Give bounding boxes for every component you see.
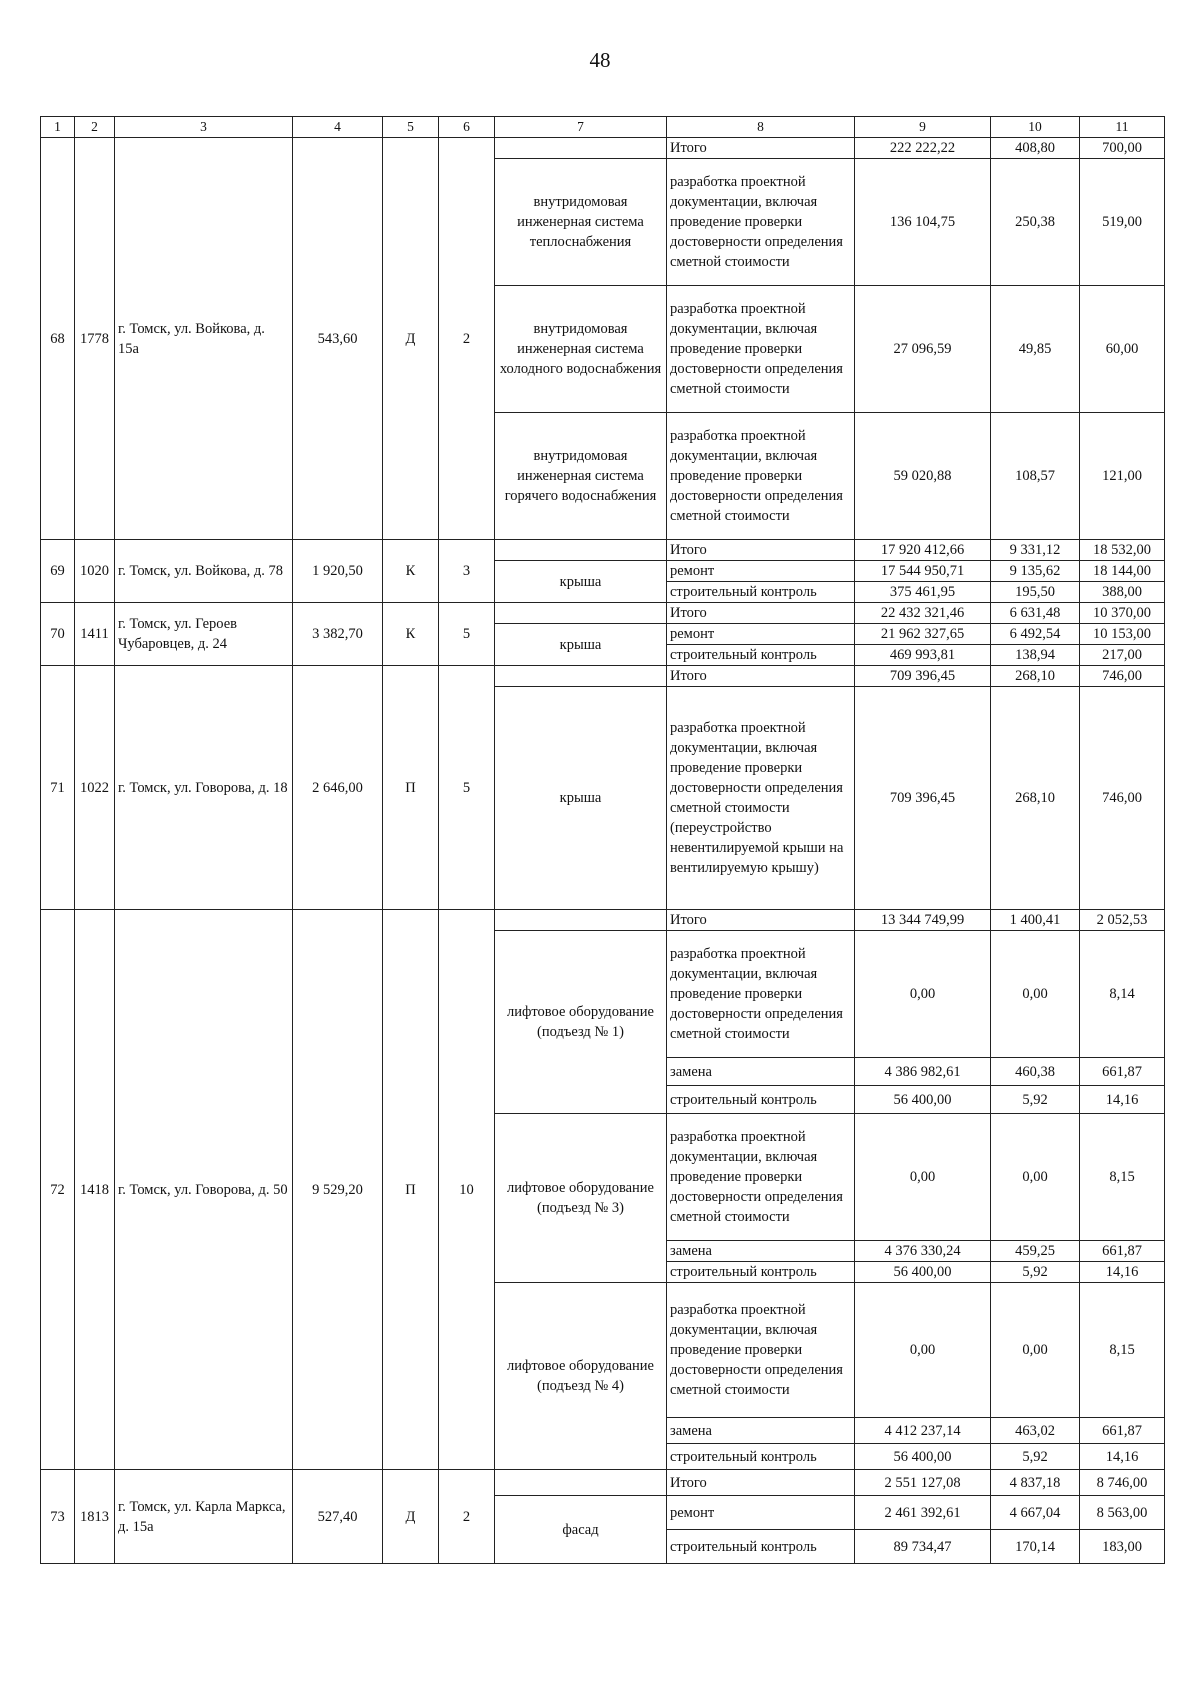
- table-row: [41, 910, 1165, 931]
- wall-type: Д: [383, 138, 439, 540]
- cost: 709 396,45: [855, 687, 991, 910]
- system-name: лифтовое оборудование (подъезд № 1): [495, 931, 667, 1114]
- row-number: 68: [41, 138, 75, 540]
- column-header: 4: [293, 117, 383, 138]
- work-type: строительный контроль: [667, 1086, 855, 1114]
- building-address: г. Томск, ул. Героев Чубаровцев, д. 24: [115, 603, 293, 666]
- system-name: крыша: [495, 687, 667, 910]
- limit: 60,00: [1080, 286, 1165, 413]
- work-type: разработка проектной документации, включая проведение проверки достоверности определения сметной стоимости: [667, 1114, 855, 1241]
- table-row: [41, 1470, 1165, 1496]
- work-type: ремонт: [667, 1496, 855, 1530]
- cost-per-m2: 0,00: [991, 931, 1080, 1058]
- cost: 56 400,00: [855, 1262, 991, 1283]
- cost: 56 400,00: [855, 1086, 991, 1114]
- cost: 136 104,75: [855, 159, 991, 286]
- limit: 519,00: [1080, 159, 1165, 286]
- limit: 661,87: [1080, 1418, 1165, 1444]
- work-type: разработка проектной документации, включая проведение проверки достоверности определения сметной стоимости: [667, 413, 855, 540]
- building-code: 1778: [75, 138, 115, 540]
- cost-per-m2: 6 492,54: [991, 624, 1080, 645]
- cost: 59 020,88: [855, 413, 991, 540]
- cost-per-m2: 0,00: [991, 1283, 1080, 1418]
- building-area: 9 529,20: [293, 910, 383, 1470]
- empty-cell: [495, 910, 667, 931]
- work-type: строительный контроль: [667, 1444, 855, 1470]
- building-address: г. Томск, ул. Карла Маркса, д. 15а: [115, 1470, 293, 1564]
- column-header: 10: [991, 117, 1080, 138]
- row-number: 73: [41, 1470, 75, 1564]
- wall-type: К: [383, 540, 439, 603]
- floor-count: 3: [439, 540, 495, 603]
- system-name: крыша: [495, 561, 667, 603]
- column-header: 8: [667, 117, 855, 138]
- total-limit: 700,00: [1080, 138, 1165, 159]
- table-row: [41, 138, 1165, 159]
- cost-per-m2: 5,92: [991, 1086, 1080, 1114]
- empty-cell: [495, 540, 667, 561]
- empty-cell: [495, 138, 667, 159]
- work-type: ремонт: [667, 561, 855, 582]
- total-cost: 17 920 412,66: [855, 540, 991, 561]
- wall-type: П: [383, 666, 439, 910]
- system-name: внутридомовая инженерная система горячего водоснабжения: [495, 413, 667, 540]
- cost-per-m2: 4 667,04: [991, 1496, 1080, 1530]
- building-area: 1 920,50: [293, 540, 383, 603]
- work-type: строительный контроль: [667, 1262, 855, 1283]
- total-limit: 2 052,53: [1080, 910, 1165, 931]
- cost-per-m2: 49,85: [991, 286, 1080, 413]
- column-header: 11: [1080, 117, 1165, 138]
- cost-per-m2: 195,50: [991, 582, 1080, 603]
- column-header: 1: [41, 117, 75, 138]
- cost: 4 386 982,61: [855, 1058, 991, 1086]
- limit: 14,16: [1080, 1444, 1165, 1470]
- total-cost-per-m2: 6 631,48: [991, 603, 1080, 624]
- wall-type: К: [383, 603, 439, 666]
- work-type: ремонт: [667, 624, 855, 645]
- table-row: [41, 666, 1165, 687]
- total-cost-per-m2: 408,80: [991, 138, 1080, 159]
- page-number: 48: [589, 48, 611, 72]
- total-limit: 18 532,00: [1080, 540, 1165, 561]
- limit: 217,00: [1080, 645, 1165, 666]
- building-address: г. Томск, ул. Войкова, д. 15а: [115, 138, 293, 540]
- table-row: [41, 540, 1165, 561]
- wall-type: Д: [383, 1470, 439, 1564]
- floor-count: 2: [439, 1470, 495, 1564]
- cost-per-m2: 5,92: [991, 1444, 1080, 1470]
- building-area: 2 646,00: [293, 666, 383, 910]
- limit: 14,16: [1080, 1262, 1165, 1283]
- work-type: замена: [667, 1058, 855, 1086]
- building-code: 1411: [75, 603, 115, 666]
- total-limit: 10 370,00: [1080, 603, 1165, 624]
- total-limit: 8 746,00: [1080, 1470, 1165, 1496]
- work-type: разработка проектной документации, включая проведение проверки достоверности определения сметной стоимости (переустройство невентилируемой крыши на вентилируемую крышу): [667, 687, 855, 910]
- building-address: г. Томск, ул. Войкова, д. 78: [115, 540, 293, 603]
- work-type: строительный контроль: [667, 582, 855, 603]
- total-cost-per-m2: 1 400,41: [991, 910, 1080, 931]
- limit: 183,00: [1080, 1530, 1165, 1564]
- cost-per-m2: 108,57: [991, 413, 1080, 540]
- work-type: разработка проектной документации, включая проведение проверки достоверности определения сметной стоимости: [667, 159, 855, 286]
- total-cost: 2 551 127,08: [855, 1470, 991, 1496]
- limit: 14,16: [1080, 1086, 1165, 1114]
- cost: 21 962 327,65: [855, 624, 991, 645]
- floor-count: 5: [439, 603, 495, 666]
- cost: 375 461,95: [855, 582, 991, 603]
- total-cost: 709 396,45: [855, 666, 991, 687]
- total-label: Итого: [667, 603, 855, 624]
- cost: 4 412 237,14: [855, 1418, 991, 1444]
- empty-cell: [495, 1470, 667, 1496]
- total-limit: 746,00: [1080, 666, 1165, 687]
- cost-per-m2: 9 135,62: [991, 561, 1080, 582]
- total-label: Итого: [667, 540, 855, 561]
- total-label: Итого: [667, 138, 855, 159]
- building-area: 543,60: [293, 138, 383, 540]
- system-name: крыша: [495, 624, 667, 666]
- work-type: разработка проектной документации, включая проведение проверки достоверности определения сметной стоимости: [667, 931, 855, 1058]
- work-type: замена: [667, 1418, 855, 1444]
- work-type: строительный контроль: [667, 645, 855, 666]
- limit: 121,00: [1080, 413, 1165, 540]
- work-type: разработка проектной документации, включая проведение проверки достоверности определения сметной стоимости: [667, 1283, 855, 1418]
- cost: 469 993,81: [855, 645, 991, 666]
- system-name: внутридомовая инженерная система холодного водоснабжения: [495, 286, 667, 413]
- total-cost-per-m2: 4 837,18: [991, 1470, 1080, 1496]
- total-cost-per-m2: 9 331,12: [991, 540, 1080, 561]
- total-cost-per-m2: 268,10: [991, 666, 1080, 687]
- system-name: внутридомовая инженерная система теплоснабжения: [495, 159, 667, 286]
- limit: 8,15: [1080, 1114, 1165, 1241]
- column-header: 7: [495, 117, 667, 138]
- building-code: 1020: [75, 540, 115, 603]
- column-header: 6: [439, 117, 495, 138]
- cost-per-m2: 170,14: [991, 1530, 1080, 1564]
- column-header: 9: [855, 117, 991, 138]
- cost-per-m2: 250,38: [991, 159, 1080, 286]
- row-number: 72: [41, 910, 75, 1470]
- building-address: г. Томск, ул. Говорова, д. 50: [115, 910, 293, 1470]
- work-type: замена: [667, 1241, 855, 1262]
- building-code: 1022: [75, 666, 115, 910]
- floor-count: 2: [439, 138, 495, 540]
- building-code: 1418: [75, 910, 115, 1470]
- empty-cell: [495, 666, 667, 687]
- row-number: 69: [41, 540, 75, 603]
- total-cost: 22 432 321,46: [855, 603, 991, 624]
- total-label: Итого: [667, 666, 855, 687]
- building-code: 1813: [75, 1470, 115, 1564]
- work-type: разработка проектной документации, включая проведение проверки достоверности определения сметной стоимости: [667, 286, 855, 413]
- system-name: лифтовое оборудование (подъезд № 4): [495, 1283, 667, 1470]
- cost-per-m2: 268,10: [991, 687, 1080, 910]
- cost-per-m2: 5,92: [991, 1262, 1080, 1283]
- limit: 746,00: [1080, 687, 1165, 910]
- limit: 10 153,00: [1080, 624, 1165, 645]
- work-type: строительный контроль: [667, 1530, 855, 1564]
- building-address: г. Томск, ул. Говорова, д. 18: [115, 666, 293, 910]
- cost-per-m2: 460,38: [991, 1058, 1080, 1086]
- floor-count: 5: [439, 666, 495, 910]
- column-header: 5: [383, 117, 439, 138]
- total-cost: 13 344 749,99: [855, 910, 991, 931]
- cost: 2 461 392,61: [855, 1496, 991, 1530]
- cost-per-m2: 459,25: [991, 1241, 1080, 1262]
- cost: 0,00: [855, 1114, 991, 1241]
- capital-repair-table: [40, 116, 1165, 1564]
- column-numbers-row: [41, 117, 1165, 138]
- cost: 17 544 950,71: [855, 561, 991, 582]
- cost: 0,00: [855, 931, 991, 1058]
- limit: 18 144,00: [1080, 561, 1165, 582]
- building-area: 527,40: [293, 1470, 383, 1564]
- floor-count: 10: [439, 910, 495, 1470]
- system-name: фасад: [495, 1496, 667, 1564]
- cost-per-m2: 0,00: [991, 1114, 1080, 1241]
- row-number: 70: [41, 603, 75, 666]
- cost: 4 376 330,24: [855, 1241, 991, 1262]
- cost-per-m2: 463,02: [991, 1418, 1080, 1444]
- limit: 8 563,00: [1080, 1496, 1165, 1530]
- row-number: 71: [41, 666, 75, 910]
- limit: 661,87: [1080, 1241, 1165, 1262]
- cost: 0,00: [855, 1283, 991, 1418]
- column-header: 2: [75, 117, 115, 138]
- limit: 8,15: [1080, 1283, 1165, 1418]
- total-label: Итого: [667, 1470, 855, 1496]
- column-header: 3: [115, 117, 293, 138]
- limit: 388,00: [1080, 582, 1165, 603]
- cost: 89 734,47: [855, 1530, 991, 1564]
- empty-cell: [495, 603, 667, 624]
- total-label: Итого: [667, 910, 855, 931]
- wall-type: П: [383, 910, 439, 1470]
- system-name: лифтовое оборудование (подъезд № 3): [495, 1114, 667, 1283]
- cost: 27 096,59: [855, 286, 991, 413]
- cost-per-m2: 138,94: [991, 645, 1080, 666]
- total-cost: 222 222,22: [855, 138, 991, 159]
- limit: 8,14: [1080, 931, 1165, 1058]
- building-area: 3 382,70: [293, 603, 383, 666]
- cost: 56 400,00: [855, 1444, 991, 1470]
- table-row: [41, 603, 1165, 624]
- limit: 661,87: [1080, 1058, 1165, 1086]
